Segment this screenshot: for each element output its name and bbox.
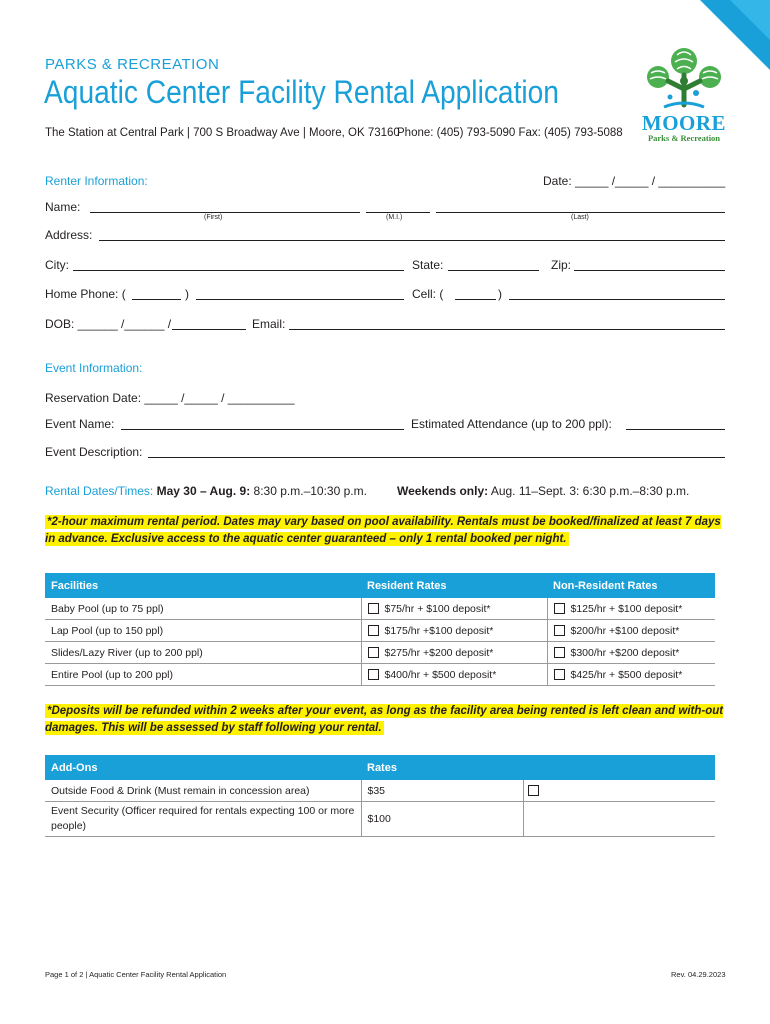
home-phone-close: ): [185, 287, 189, 301]
footer-page-info: Page 1 of 2 | Aquatic Center Facility Rental Application: [45, 970, 227, 979]
mi-caption: (M.I.): [386, 214, 403, 221]
addon-rates-header: Rates: [361, 755, 715, 780]
facility-name: Baby Pool (up to 75 ppl): [45, 598, 361, 620]
table-row: [45, 780, 715, 802]
addon-name: Outside Food & Drink (Must remain in concession area): [45, 780, 361, 802]
email-label: Email:: [252, 317, 286, 331]
table-row: [45, 620, 715, 642]
description-label: Event Description:: [45, 445, 143, 459]
tree-logo-icon: [640, 45, 728, 115]
facilities-header: Facilities: [45, 573, 361, 598]
contact-numbers: Phone: (405) 793-5090 Fax: (405) 793-5088: [397, 127, 623, 139]
home-phone-area-field[interactable]: [132, 299, 181, 300]
weekend-line: [397, 484, 689, 498]
resident-rate-cell: [361, 598, 547, 620]
resident-rate: $175/hr +$100 deposit*: [384, 624, 494, 637]
logo-subtitle: Parks & Recreation: [647, 133, 721, 143]
checkbox[interactable]: [528, 785, 539, 796]
first-name-field[interactable]: [90, 212, 360, 213]
checkbox[interactable]: [368, 625, 379, 636]
home-phone-label: Home Phone: (: [45, 287, 126, 301]
addon-rate: $35: [361, 780, 523, 802]
attendance-label: Estimated Attendance (up to 200 ppl):: [411, 417, 612, 431]
event-section-title: Event Information:: [45, 361, 143, 375]
facility-name: Lap Pool (up to 150 ppl): [45, 620, 361, 642]
booking-note: [45, 514, 725, 548]
resident-rate-cell: [361, 620, 547, 642]
address-label: Address:: [45, 228, 93, 242]
addon-empty-cell: [523, 802, 715, 837]
addons-header-row: [45, 755, 715, 780]
state-field[interactable]: [448, 270, 539, 271]
deposit-note-text: *Deposits will be refunded within 2 weeks after your event, as long as the facility area being rented is left clean and with-out damages. This will be assessed by staff following your rental.: [45, 705, 724, 734]
checkbox[interactable]: [368, 603, 379, 614]
weekday-range: May 30 – Aug. 9:: [156, 484, 251, 498]
city-label: City:: [45, 258, 69, 272]
footer-revision: Rev. 04.29.2023: [671, 970, 726, 979]
addon-name: Event Security (Officer required for rentals expecting 100 or more people): [45, 802, 361, 837]
checkbox[interactable]: [554, 603, 565, 614]
facility-name: Entire Pool (up to 200 ppl): [45, 664, 361, 686]
zip-field[interactable]: [574, 270, 725, 271]
checkbox[interactable]: [368, 669, 379, 680]
renter-section-title: Renter Information:: [45, 174, 148, 188]
deposit-note: [45, 703, 725, 737]
description-field[interactable]: [148, 457, 725, 458]
nonresident-rate: $200/hr +$100 deposit*: [570, 624, 680, 637]
addon-rate: $100: [361, 802, 523, 837]
middle-initial-field[interactable]: [366, 212, 430, 213]
attendance-field[interactable]: [626, 429, 725, 430]
name-label: Name:: [45, 200, 81, 214]
addons-header: Add-Ons: [45, 755, 361, 780]
resident-rate: $275/hr +$200 deposit*: [384, 646, 494, 659]
resident-rates-header: Resident Rates: [361, 573, 547, 598]
checkbox[interactable]: [554, 669, 565, 680]
nonresident-rate-cell: [547, 664, 715, 686]
facility-address: The Station at Central Park | 700 S Broadway Ave | Moore, OK 73160: [45, 127, 400, 139]
zip-label: Zip:: [551, 258, 572, 272]
facilities-table: [45, 573, 715, 686]
resident-rate-cell: [361, 642, 547, 664]
table-row: [45, 664, 715, 686]
cell-close: ): [498, 287, 502, 301]
resident-rate-cell: [361, 664, 547, 686]
event-name-label: Event Name:: [45, 417, 115, 431]
nonresident-rate: $425/hr + $500 deposit*: [570, 668, 683, 681]
last-name-field[interactable]: [436, 212, 725, 213]
state-label: State:: [412, 258, 444, 272]
nonresident-rate-cell: [547, 620, 715, 642]
weekday-times: 8:30 p.m.–10:30 p.m.: [253, 484, 367, 498]
renter-date-field[interactable]: Date: _____ /_____ / __________: [543, 174, 726, 188]
rental-dates-label: Rental Dates/Times:: [45, 484, 154, 498]
nonresident-rate: $125/hr + $100 deposit*: [570, 602, 683, 615]
last-caption: (Last): [571, 214, 589, 221]
facility-name: Slides/Lazy River (up to 200 ppl): [45, 642, 361, 664]
home-phone-field[interactable]: [196, 299, 404, 300]
addons-table: [45, 755, 715, 837]
nonresident-rate-cell: [547, 598, 715, 620]
table-row: [45, 642, 715, 664]
resident-rate: $75/hr + $100 deposit*: [384, 602, 491, 615]
nonresident-rate: $300/hr +$200 deposit*: [570, 646, 680, 659]
eyebrow-text: PARKS & RECREATION: [45, 56, 220, 73]
booking-note-text: *2-hour maximum rental period. Dates may vary based on pool availability. Rentals must be booked/finalized at least 7 days in advance. Exclusive access to the aquatic center guaranteed – only 1 rental booked per night.: [45, 516, 721, 545]
logo-name: MOORE: [641, 111, 727, 135]
address-field[interactable]: [99, 240, 725, 241]
checkbox[interactable]: [368, 647, 379, 658]
email-field[interactable]: [289, 329, 725, 330]
checkbox[interactable]: [554, 625, 565, 636]
first-caption: (First): [204, 214, 223, 221]
cell-label: Cell: (: [412, 287, 444, 301]
checkbox[interactable]: [554, 647, 565, 658]
city-field[interactable]: [73, 270, 404, 271]
resident-rate: $400/hr + $500 deposit*: [384, 668, 497, 681]
event-name-field[interactable]: [121, 429, 404, 430]
dob-label: DOB: ______ /______ /: [45, 317, 172, 331]
table-row: [45, 802, 715, 837]
table-row: [45, 598, 715, 620]
nonresident-rate-cell: [547, 642, 715, 664]
reservation-date-field[interactable]: Reservation Date: _____ /_____ / __________: [45, 391, 295, 405]
nonresident-rates-header: Non-Resident Rates: [547, 573, 715, 598]
addon-checkbox-cell: [523, 780, 715, 802]
cell-field[interactable]: [509, 299, 725, 300]
weekend-label: Weekends only:: [397, 484, 489, 498]
rental-dates-line: [45, 484, 367, 498]
cell-area-field[interactable]: [455, 299, 496, 300]
page-title: Aquatic Center Facility Rental Application: [44, 74, 559, 110]
facilities-header-row: [45, 573, 715, 598]
dob-year-field[interactable]: [172, 329, 246, 330]
weekend-times: Aug. 11–Sept. 3: 6:30 p.m.–8:30 p.m.: [490, 484, 690, 498]
moore-parks-logo: [640, 45, 728, 145]
